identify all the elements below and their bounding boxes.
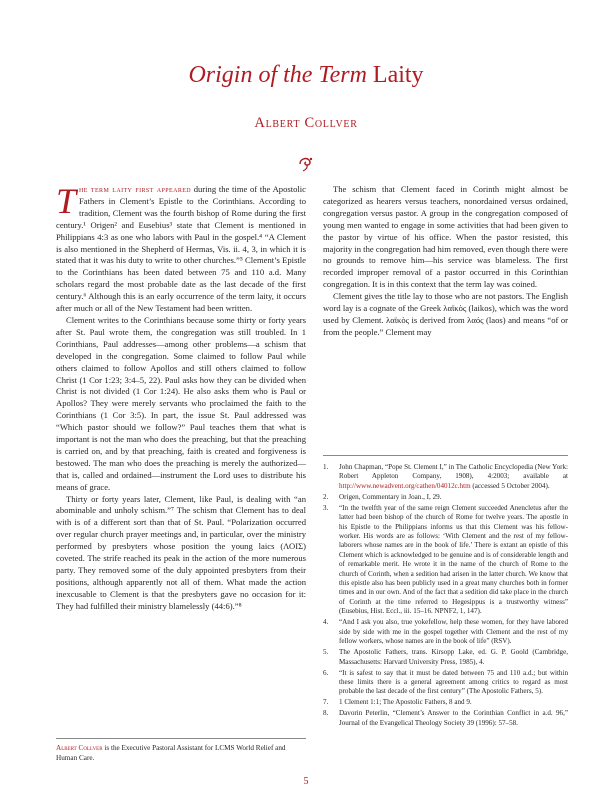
footnote-text-after: (accessed 5 October 2004). — [470, 481, 550, 490]
footnote-item — [323, 648, 568, 667]
bio-text: is the Executive Pastoral Assistant for LCMS World Relief and Human Care. — [56, 744, 286, 762]
paragraph-5: Clement gives the title lay to those who are not pastors. The English word lay is a cognate of the Greek λαϊκὸς (laikos), which was the word used by Clement. λαϊκὸς is derived from λαός (laos) and means “of or from the people.” Clement may — [323, 291, 568, 337]
footnote-text: “And I ask you also, true yokefellow, help these women, for they have labored side by side with me in the gospel together with Clement and the rest of my fellow workers, whose names are in the book of life” (RSV). — [339, 618, 568, 646]
title-rest: Laity — [366, 62, 424, 88]
footnote-number: 6. — [323, 668, 329, 677]
left-column — [56, 181, 306, 613]
footnote-number: 7. — [323, 698, 329, 707]
footnote-text: Davorin Peterlin, “Clement’s Answer to the Corinthian Conflict in a.d. 96,” Journal of the Evangelical Theology Society 39 (1996): 57–58. — [339, 709, 568, 727]
lead-in-caps: he term laity first appeared — [79, 184, 192, 194]
footnote-number: 4. — [323, 618, 329, 627]
page-number: 5 — [303, 776, 309, 787]
footnote-item — [323, 504, 568, 617]
author-name: Albert Collver — [254, 115, 358, 131]
author-bio — [56, 744, 306, 763]
footnote-text: Origen, Commentary in Joan., I, 29. — [339, 492, 442, 501]
footnote-item — [323, 493, 568, 502]
footnote-item — [323, 618, 568, 646]
article-title — [0, 62, 612, 89]
footnote-number: 1. — [323, 463, 329, 471]
footnote-text: 1 Clement 1:1; The Apostolic Fathers, 8 and 9. — [339, 698, 472, 707]
fleuron-ornament-icon — [296, 155, 316, 173]
footnote-text: “It is safest to say that it must be dated between 75 and 110 a.d.; but within these limits there is a general agreement among critics to regard as most probable the last decade of the first century” (The Apostolic Fathers, 5). — [339, 668, 568, 696]
footnote-item — [323, 669, 568, 697]
paragraph-1-text: during the time of the Apostolic Fathers in Clement’s Epistle to the Corinthians. According to tradition, Clement was the fourth bishop of Rome during the first century.¹ Origen² and Eusebius³ state that Clement is mentioned in Philippians 4:3 as one who labors with Paul in the gospel.⁴ “A Clement is also mentioned in the Shepherd of Hermas, Vis. ii. 4, 3, in which it is stated that it was his duty to write to other churches.”⁵ Clement’s Epistle to the Corinthians has been dated between 75 and 110 a.d. Many scholars regard the most probable date as the last decade of the first century.⁶ Although this is an early occurrence of the term laity, it occurs after much or all of the New Testament had been written. — [56, 184, 306, 314]
footnote-item — [323, 709, 568, 728]
paragraph-3: Thirty or forty years later, Clement, like Paul, is dealing with “an abominable and unholy schism.”⁷ The schism that Clement has to deal with is of a different sort than that of St. Paul. “Polarization occurred over regular church prayer meetings and, in particular, over the ministry performed by presbyters whose position the young laics (ΛΟΙΣ) coveted. The strife reached its peak in the action of the more numerous party. They removed some of the duly appointed presbyters from their positions, although apparently not all of them. What made the action inexcusable to Clement is that the presbyters gave no occasion for it: They had fulfilled their ministry blamelessly (44:6).”⁸ — [56, 493, 306, 611]
drop-cap: T — [56, 181, 77, 221]
title-italic: Origin of the Term — [188, 62, 367, 88]
footnote-item — [323, 463, 568, 491]
paragraph-1 — [56, 181, 306, 315]
footnote-number: 5. — [323, 648, 329, 657]
paragraph-2: Clement writes to the Corinthians because some thirty or forty years after St. Paul wrote them, the congregation was still troubled. In 1 Corinthians, Paul addresses—among other problems—a schism that developed in the congregation. Some claimed to follow Paul while others claimed to follow Apollos and still others claimed to follow Christ (1 Cor 1:23; 3:4–5, 22). Paul asks how they can be divided when Christ is not divided (1 Cor 1:24). He also asks them who is Paul or Apollos? They were merely servants who proclaimed the faith to the Corinthians (1 Cor 3:5). In part, the issue St. Paul addressed was “Which pastor should we follow?” Paul teaches them that what is important is not the man who does the preaching, but that the preaching is carried on, and by that preaching, faith is created and forgiveness is bestowed. The man who does the preaching is merely the authorized—that is, called and ordained—instrument the Lord uses to distribute his means of grace. — [56, 314, 306, 492]
right-column — [323, 184, 568, 339]
footnote-text: John Chapman, “Pope St. Clement I,” in The Catholic Encyclopedia (New York: Robert Appleton Company, 1908), 4:2003; available at — [339, 463, 568, 481]
footnote-item — [323, 698, 568, 707]
footnote-number: 2. — [323, 492, 329, 501]
footnote-link[interactable]: http://www.newadvent.org/cathen/04012c.htm — [339, 481, 471, 490]
footnote-text: “In the twelfth year of the same reign Clement succeeded Anencletus after the latter had been bishop of the church of Rome for twelve years. The apostle in his Epistle to the Philippians informs us that this Clement was his fellow-worker. His words are as follows: ‘With Clement and the rest of my fellow-laborers whose names are in the book of life.’ There is extant an epistle of this Clement which is acknowledged to be genuine and is of considerable length and of remarkable merit. He wrote it in the name of the church of Rome to the church of Corinth, when a sedition had arisen in the latter church. We know that this epistle also has been publicly used in a great many churches both in former times and in our own. And of the fact that a sedition did take place in the church of Corinth at the time referred to Hegesippus is a trustworthy witness” (Eusebius, Hist. Eccl., iii. 15–16. NPNF2, 1, 147). — [339, 503, 568, 616]
footnote-number: 8. — [323, 709, 329, 718]
footnote-divider — [323, 455, 568, 456]
footnote-text: The Apostolic Fathers, trans. Kirsopp Lake, ed. G. P. Goold (Cambridge, Massachusetts: Harvard University Press, 1985), 4. — [339, 648, 568, 666]
footnote-number: 3. — [323, 503, 329, 512]
bio-author-name: Albert Collver — [56, 744, 103, 752]
paragraph-4: The schism that Clement faced in Corinth might almost be categorized as hearers versus teachers, nonordained versus ordained, congregation versus pastor. A group in the congregation composed of young men wanted to engage in some activities that had been given to the pastor by virtue of his office. When the pastor resisted, this majority in the congregation had him removed, even though there were no grounds to remove him—his service was blameless. The first recorded improper removal of a pastor occurred in this Corinthian congregation. It is in this context that the term lay was coined. — [323, 184, 568, 290]
footnote-list — [323, 463, 568, 730]
bio-divider — [56, 738, 306, 739]
